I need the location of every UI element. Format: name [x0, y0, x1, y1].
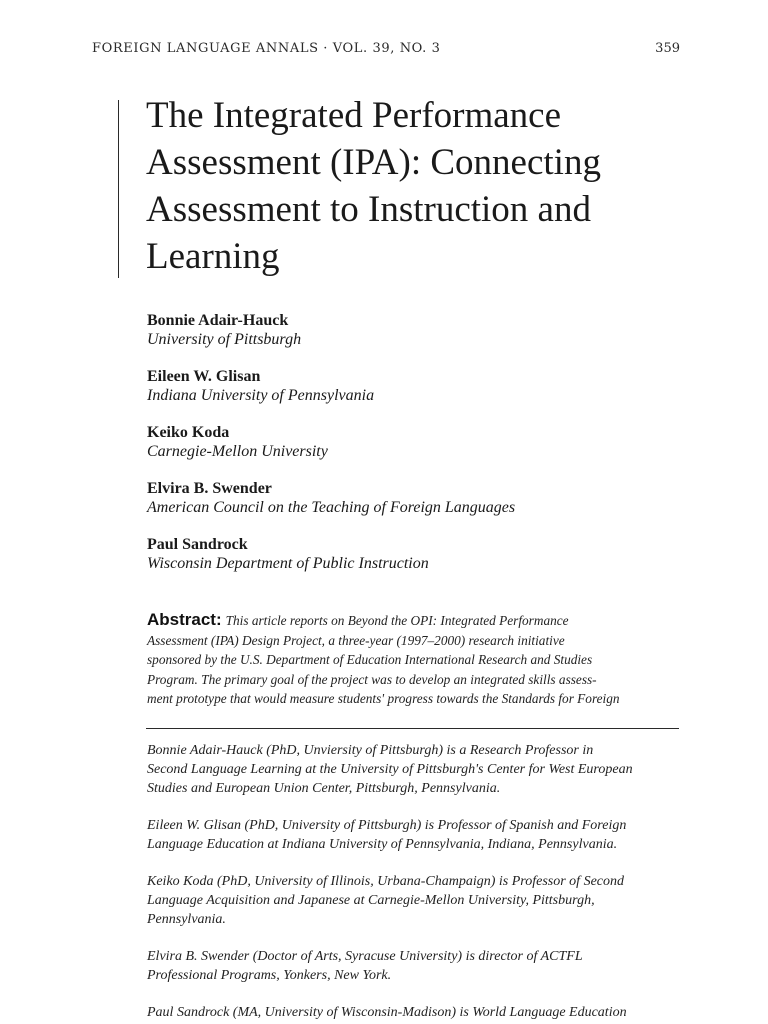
article-title — [146, 92, 706, 280]
author-affiliation: Carnegie-Mellon University — [147, 443, 328, 460]
bio-line: Professional Programs, Yonkers, New York. — [147, 968, 392, 983]
abstract-line — [147, 610, 679, 631]
title-line: The Integrated Performance — [146, 95, 562, 136]
author-bio — [147, 741, 680, 798]
title-line: Assessment to Instruction and — [146, 189, 591, 230]
abstract-line: sponsored by the U.S. Department of Education International Research and Studies — [147, 652, 593, 667]
author-affiliation: Wisconsin Department of Public Instruction — [147, 555, 429, 572]
bio-line: Eileen W. Glisan (PhD, University of Pittsburgh) is Professor of Spanish and Foreign — [147, 818, 627, 833]
running-head: FOREIGN LANGUAGE ANNALS · VOL. 39, NO. 3 — [92, 41, 441, 56]
bio-line: Studies and European Union Center, Pittsburgh, Pennsylvania. — [147, 781, 501, 796]
author-name: Bonnie Adair-Hauck — [147, 312, 289, 329]
bio-line: Bonnie Adair-Hauck (PhD, Unviersity of Pittsburgh) is a Research Professor in — [147, 743, 594, 758]
author-list — [147, 311, 707, 591]
author-bio — [147, 947, 680, 985]
bio-line: Pennsylvania. — [147, 912, 226, 927]
author-name: Paul Sandrock — [147, 536, 248, 553]
abstract-label: Abstract: — [147, 610, 222, 629]
abstract-line: Program. The primary goal of the project was to develop an integrated skills assess- — [147, 671, 597, 687]
abstract-line: ment prototype that would measure students' progress towards the Standards for Foreign — [147, 691, 620, 706]
author-name: Eileen W. Glisan — [147, 368, 261, 385]
author-name: Keiko Koda — [147, 424, 230, 441]
author-entry — [147, 535, 707, 591]
author-entry — [147, 367, 707, 423]
author-affiliation: American Council on the Teaching of Foreign Languages — [147, 499, 516, 516]
author-entry — [147, 311, 707, 367]
footnote-rule — [146, 728, 679, 729]
abstract — [147, 610, 679, 709]
author-affiliation: Indiana University of Pennsylvania — [147, 387, 375, 404]
author-bio — [147, 1003, 680, 1022]
page-number: 359 — [655, 41, 680, 56]
author-affiliation: University of Pittsburgh — [147, 331, 302, 348]
abstract-line-text: This article reports on Beyond the OPI: Integrated Performance — [225, 613, 569, 628]
bio-line: Language Acquisition and Japanese at Carnegie-Mellon University, Pittsburgh, — [147, 893, 595, 908]
title-rule — [118, 100, 119, 278]
bio-line: Language Education at Indiana University of Pennsylvania, Indiana, Pennsylvania. — [147, 837, 618, 852]
author-name: Elvira B. Swender — [147, 480, 272, 497]
author-bio — [147, 872, 680, 929]
author-entry — [147, 479, 707, 535]
author-bios — [147, 741, 680, 1024]
bio-line: Paul Sandrock (MA, University of Wisconsin-Madison) is World Language Education — [147, 1005, 627, 1020]
title-line: Learning — [146, 236, 280, 277]
author-bio — [147, 816, 680, 854]
author-entry — [147, 423, 707, 479]
bio-line: Keiko Koda (PhD, University of Illinois, Urbana-Champaign) is Professor of Second — [147, 874, 624, 889]
bio-line: Second Language Learning at the University of Pittsburgh's Center for West European — [147, 762, 633, 777]
title-line: Assessment (IPA): Connecting — [146, 142, 601, 183]
abstract-line: Assessment (IPA) Design Project, a three-year (1997–2000) research initiative — [147, 632, 565, 648]
bio-line: Elvira B. Swender (Doctor of Arts, Syracuse University) is director of ACTFL — [147, 949, 583, 964]
